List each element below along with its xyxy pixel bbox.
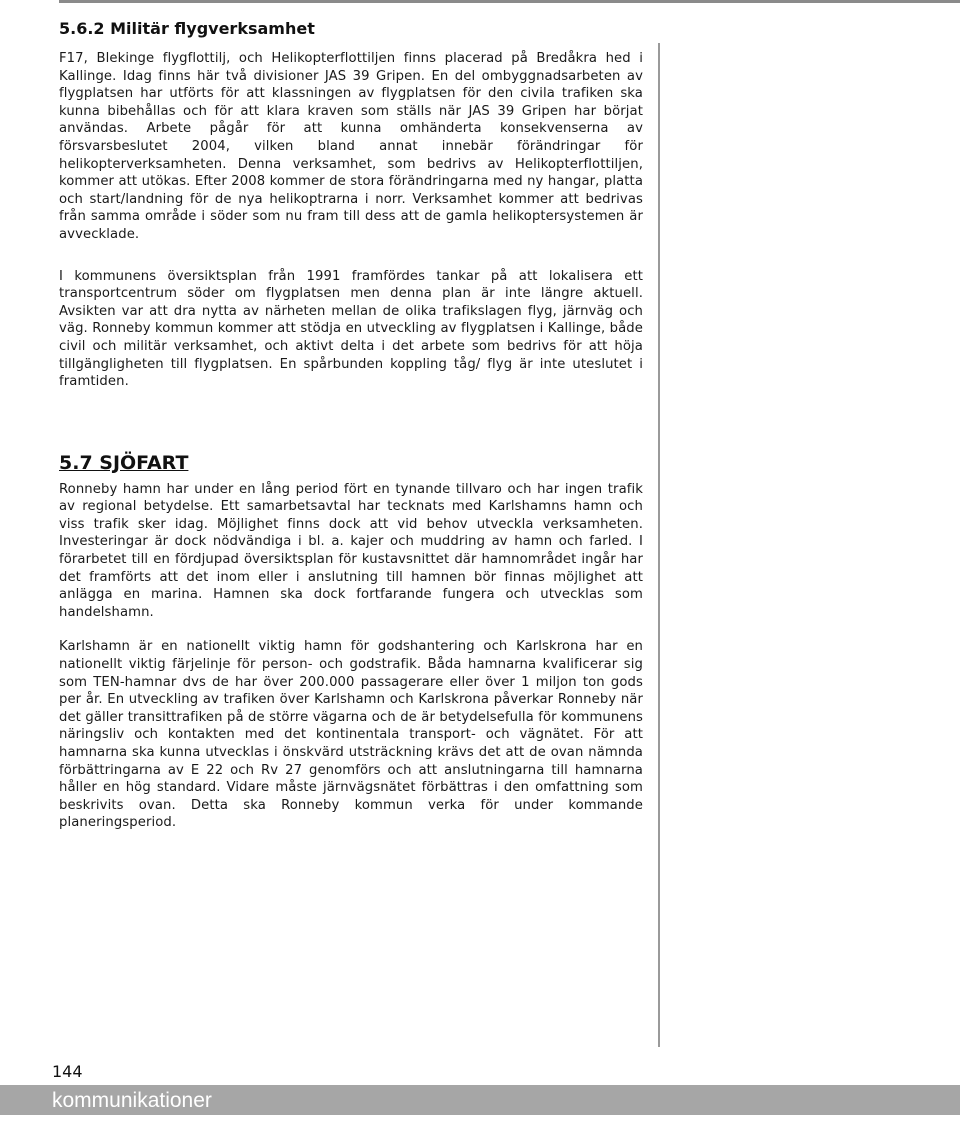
paragraph-ronneby-harbour: Ronneby hamn har under en lång period fört en tynande tillvaro och har ingen trafik av regional betydelse. Ett samarbetsavtal har tecknats med Karlshamns hamn och viss trafik sker idag. Möjlighet finns dock att vid behov utveckla verksamheten. Investeringar är dock nödvändiga i bl. a. kajer och muddring av hamn och farled. I förarbetet till en fördjupad översiktsplan för kustavsnittet där hamnområdet ingår har det framförts att det inom eller i anslutning till hamnen bör finnas möjlighet att anlägga en marina. Hamnen ska dock fortfarande fungera och utvecklas som handelshamn. — [59, 481, 643, 620]
main-text-column — [59, 18, 643, 832]
paragraph-military-aviation: F17, Blekinge flygflottilj, och Helikopterflottiljen finns placerad på Bredåkra hed i Kallinge. Idag finns här två divisioner JAS 39 Gripen. En del ombyggnadsarbeten av flygplatsen har utförts för att klassningen av flygplatsen för den civila trafiken ska kunna bibehållas och för att klara kraven som ställs när JAS 39 Gripen har börjat användas. Arbete pågår för att kunna omhänderta konsekvenserna av försvarsbeslutet 2004, vilken bland annat innebär förändringar för helikopterverksamheten. Denna verksamhet, som bedrivs av Helikopterflottiljen, kommer att utökas. Efter 2008 kommer de stora förändringarna med ny hangar, platta och start/landning för de nya helikoptrarna i norr. Verksamhet kommer att bedrivas från samma område i söder som nu fram till dess att de gamla helikoptersystemen är avvecklade. — [59, 51, 643, 242]
page-number: 144 — [52, 1062, 83, 1081]
column-divider-line — [658, 43, 660, 1047]
paragraph-comprehensive-plan: I kommunens översiktsplan från 1991 framfördes tankar på att lokalisera ett transportcentrum söder om flygplatsen men denna plan är inte längre aktuell. Avsikten var att dra nytta av närheten mellan de olika trafikslagen flyg, järnväg och väg. Ronneby kommun kommer att stödja en utveckling av flygplatsen i Kallinge, både civil och militär verksamhet, och aktivt delta i det arbete som bedrivs för att höja tillgängligheten till flygplatsen. En spårbunden koppling tåg/ flyg är inte uteslutet i framtiden. — [59, 268, 643, 390]
section-heading-shipping: 5.7 SJÖFART — [59, 451, 189, 474]
paragraph-karlshamn-karlskrona: Karlshamn är en nationellt viktig hamn för godshantering och Karlskrona har en nationellt viktig färjelinje för person- och godstrafik. Båda hamnarna kvalificerar sig som TEN-hamnar dvs de har över 200.000 passagerare eller över 1 miljon ton gods per år. En utveckling av trafiken över Karlshamn och Karlskrona påverkar Ronneby när det gäller transittrafiken på de större vägarna och de är betydelsefulla för kommunens näringsliv och kontakten med det kontinentala transport- och vägnätet. För att hamnarna ska kunna utvecklas i önskvärd utsträckning krävs det att de ovan nämnda förbättringarna av E 22 och Rv 27 genomförs och att anslutningarna till hamnarna håller en hög standard. Vidare måste järnvägsnätet förbättras i den omfattning som beskrivits ovan. Detta ska Ronneby kommun verka för under kommande planeringsperiod. — [59, 639, 643, 831]
footer-chapter-label: kommunikationer — [52, 1089, 212, 1112]
top-divider-line — [59, 0, 960, 3]
section-heading-military-aviation: 5.6.2 Militär flygverksamhet — [59, 19, 315, 38]
